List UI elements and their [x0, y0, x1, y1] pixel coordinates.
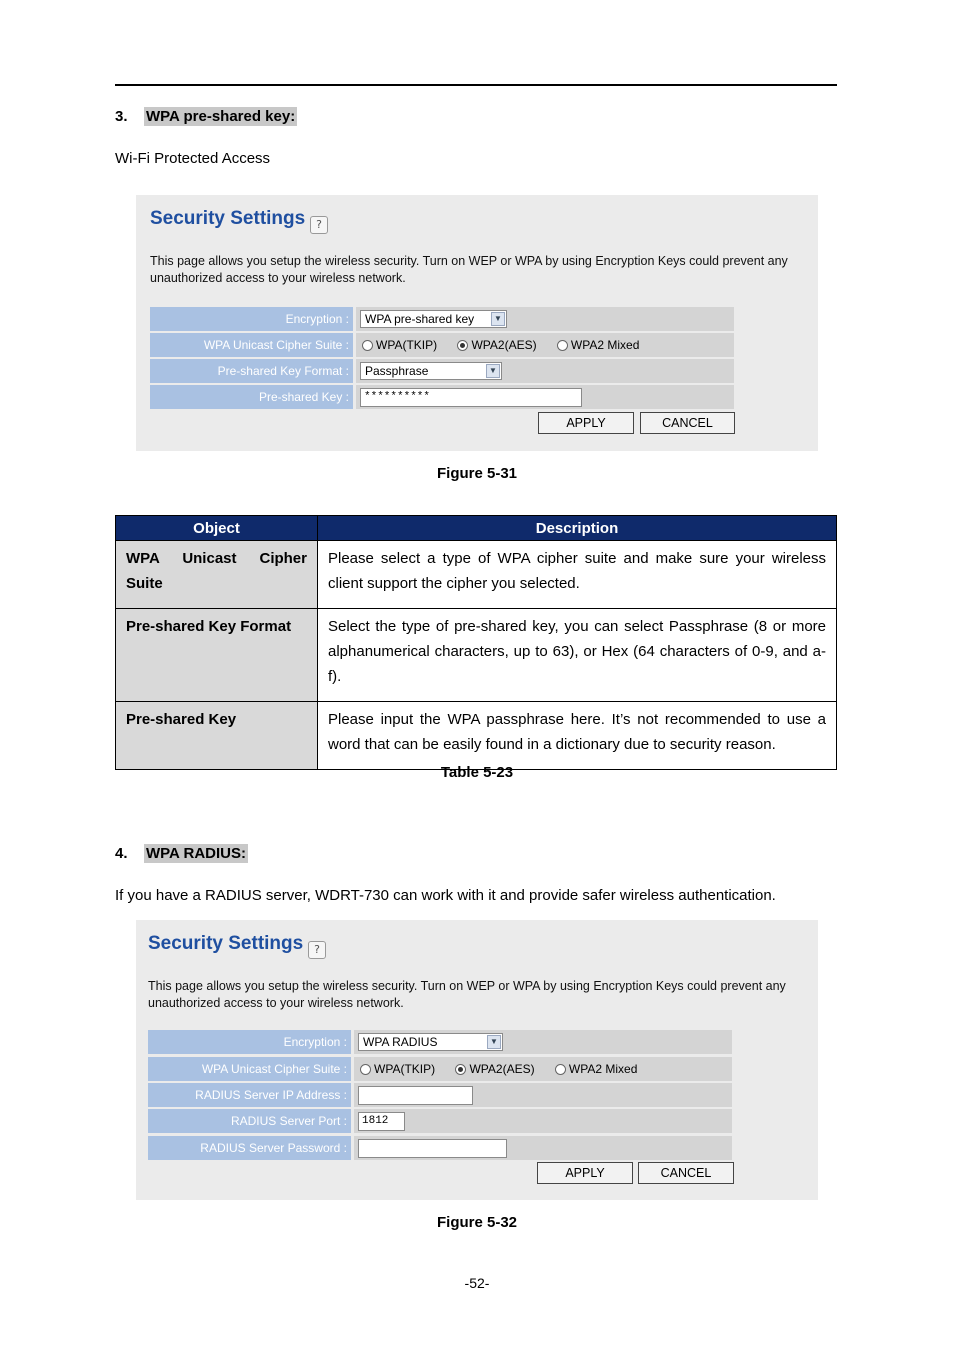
key-format-label: Pre-shared Key Format : [150, 359, 353, 383]
key-format-select[interactable] [360, 362, 502, 380]
help-icon[interactable]: ? [310, 216, 328, 234]
chevron-down-icon: ▼ [487, 1035, 501, 1049]
chevron-down-icon: ▼ [486, 364, 500, 378]
table-header-row [116, 516, 837, 541]
table-cell-object: Pre-shared Key Format [116, 609, 318, 702]
section-3-title: WPA pre-shared key: [146, 108, 296, 125]
apply-button[interactable]: APPLY [538, 412, 634, 434]
cipher-radio-group [362, 337, 656, 355]
encryption-label: Encryption : [150, 307, 353, 331]
table-row [116, 541, 837, 609]
radio-tkip[interactable] [362, 337, 437, 353]
radio-mixed[interactable] [555, 1061, 637, 1077]
radio-aes[interactable] [457, 337, 536, 353]
pre-shared-key-row [150, 385, 734, 409]
radius-port-label: RADIUS Server Port : [148, 1109, 351, 1133]
panel-description: This page allows you setup the wireless security. Turn on WEP or WPA by using Encryption Keys could prevent any unauthorized access to your wireless network. [148, 979, 786, 1010]
radius-ip-label: RADIUS Server IP Address : [148, 1083, 351, 1107]
table-cell-description: Please select a type of WPA cipher suite and make sure your wireless client support the cipher you selected. [318, 541, 837, 609]
encryption-select[interactable] [360, 310, 507, 328]
radius-password-row [148, 1136, 732, 1160]
apply-button[interactable]: APPLY [537, 1162, 633, 1184]
panel-description: This page allows you setup the wireless security. Turn on WEP or WPA by using Encryption Keys could prevent any unauthorized access to your wireless network. [150, 254, 788, 285]
pre-shared-key-label: Pre-shared Key : [150, 385, 353, 409]
figure-caption-2: Figure 5-32 [436, 1214, 518, 1231]
page-number: -52- [464, 1275, 490, 1291]
radio-mixed-label: WPA2 Mixed [570, 338, 640, 352]
radius-password-label: RADIUS Server Password : [148, 1136, 351, 1160]
description-table [115, 515, 837, 770]
column-header-object: Object [116, 516, 318, 541]
table-cell-object: WPA Unicast Cipher Suite [116, 541, 318, 609]
section-4-title: WPA RADIUS: [146, 845, 246, 862]
radio-aes[interactable] [455, 1061, 534, 1077]
column-header-description: Description [318, 516, 837, 541]
cipher-row [148, 1057, 732, 1081]
section-4-heading [115, 845, 248, 862]
radius-password-input[interactable] [358, 1139, 507, 1158]
radius-port-input[interactable]: 1812 [358, 1112, 405, 1131]
encryption-select-value: WPA RADIUS [363, 1035, 438, 1049]
radio-button-selected-icon [455, 1064, 466, 1075]
table-cell-description: Select the type of pre-shared key, you can select Passphrase (8 or more alphanumerical characters, up to 63), or Hex (64 characters of 0-9, and a-f). [318, 609, 837, 702]
figure-caption-1: Figure 5-31 [436, 465, 518, 482]
radio-button-icon [360, 1064, 371, 1075]
section-3-number: 3. [115, 108, 128, 125]
key-format-row [150, 359, 734, 383]
radio-button-selected-icon [457, 340, 468, 351]
radio-mixed[interactable] [557, 337, 639, 353]
header-rule [115, 84, 837, 86]
encryption-select-value: WPA pre-shared key [365, 312, 475, 326]
cipher-label: WPA Unicast Cipher Suite : [148, 1057, 351, 1081]
encryption-row [150, 307, 734, 331]
radio-mixed-label: WPA2 Mixed [568, 1062, 638, 1076]
radio-button-icon [555, 1064, 566, 1075]
table-caption: Table 5-23 [440, 764, 514, 781]
section-3-intro: Wi-Fi Protected Access [115, 150, 271, 167]
encryption-label: Encryption : [148, 1030, 351, 1054]
radius-port-row [148, 1109, 732, 1133]
radio-aes-label: WPA2(AES) [471, 338, 537, 352]
table-cell-description: Please input the WPA passphrase here. It’s not recommended to use a word that can be easily found in a dictionary due to security reason. [318, 702, 837, 770]
radio-tkip-label: WPA(TKIP) [374, 1062, 436, 1076]
cancel-button[interactable]: CANCEL [638, 1162, 734, 1184]
section-3-heading [115, 108, 297, 125]
radius-ip-input[interactable] [358, 1086, 473, 1105]
radius-ip-row [148, 1083, 732, 1107]
pre-shared-key-input[interactable]: ********** [360, 388, 582, 407]
help-icon[interactable]: ? [308, 941, 326, 959]
radio-tkip-label: WPA(TKIP) [376, 338, 438, 352]
section-4-number: 4. [115, 845, 128, 862]
security-settings-panel-2 [136, 920, 818, 1200]
table-cell-object: Pre-shared Key [116, 702, 318, 770]
cipher-radio-group [360, 1061, 654, 1079]
panel-title: Security Settings [150, 208, 306, 229]
radio-button-icon [557, 340, 568, 351]
cancel-button[interactable]: CANCEL [640, 412, 735, 434]
security-settings-panel-1 [136, 195, 818, 451]
key-format-select-value: Passphrase [365, 364, 429, 378]
encryption-select[interactable] [358, 1033, 503, 1051]
radio-tkip[interactable] [360, 1061, 435, 1077]
encryption-row [148, 1030, 732, 1054]
radio-button-icon [362, 340, 373, 351]
cipher-label: WPA Unicast Cipher Suite : [150, 333, 353, 357]
chevron-down-icon: ▼ [491, 312, 505, 326]
panel-title: Security Settings [148, 933, 304, 954]
cipher-row [150, 333, 734, 357]
section-4-intro: If you have a RADIUS server, WDRT-730 can work with it and provide safer wireless authentication. [115, 887, 776, 904]
radio-aes-label: WPA2(AES) [469, 1062, 535, 1076]
table-row [116, 609, 837, 702]
table-row [116, 702, 837, 770]
